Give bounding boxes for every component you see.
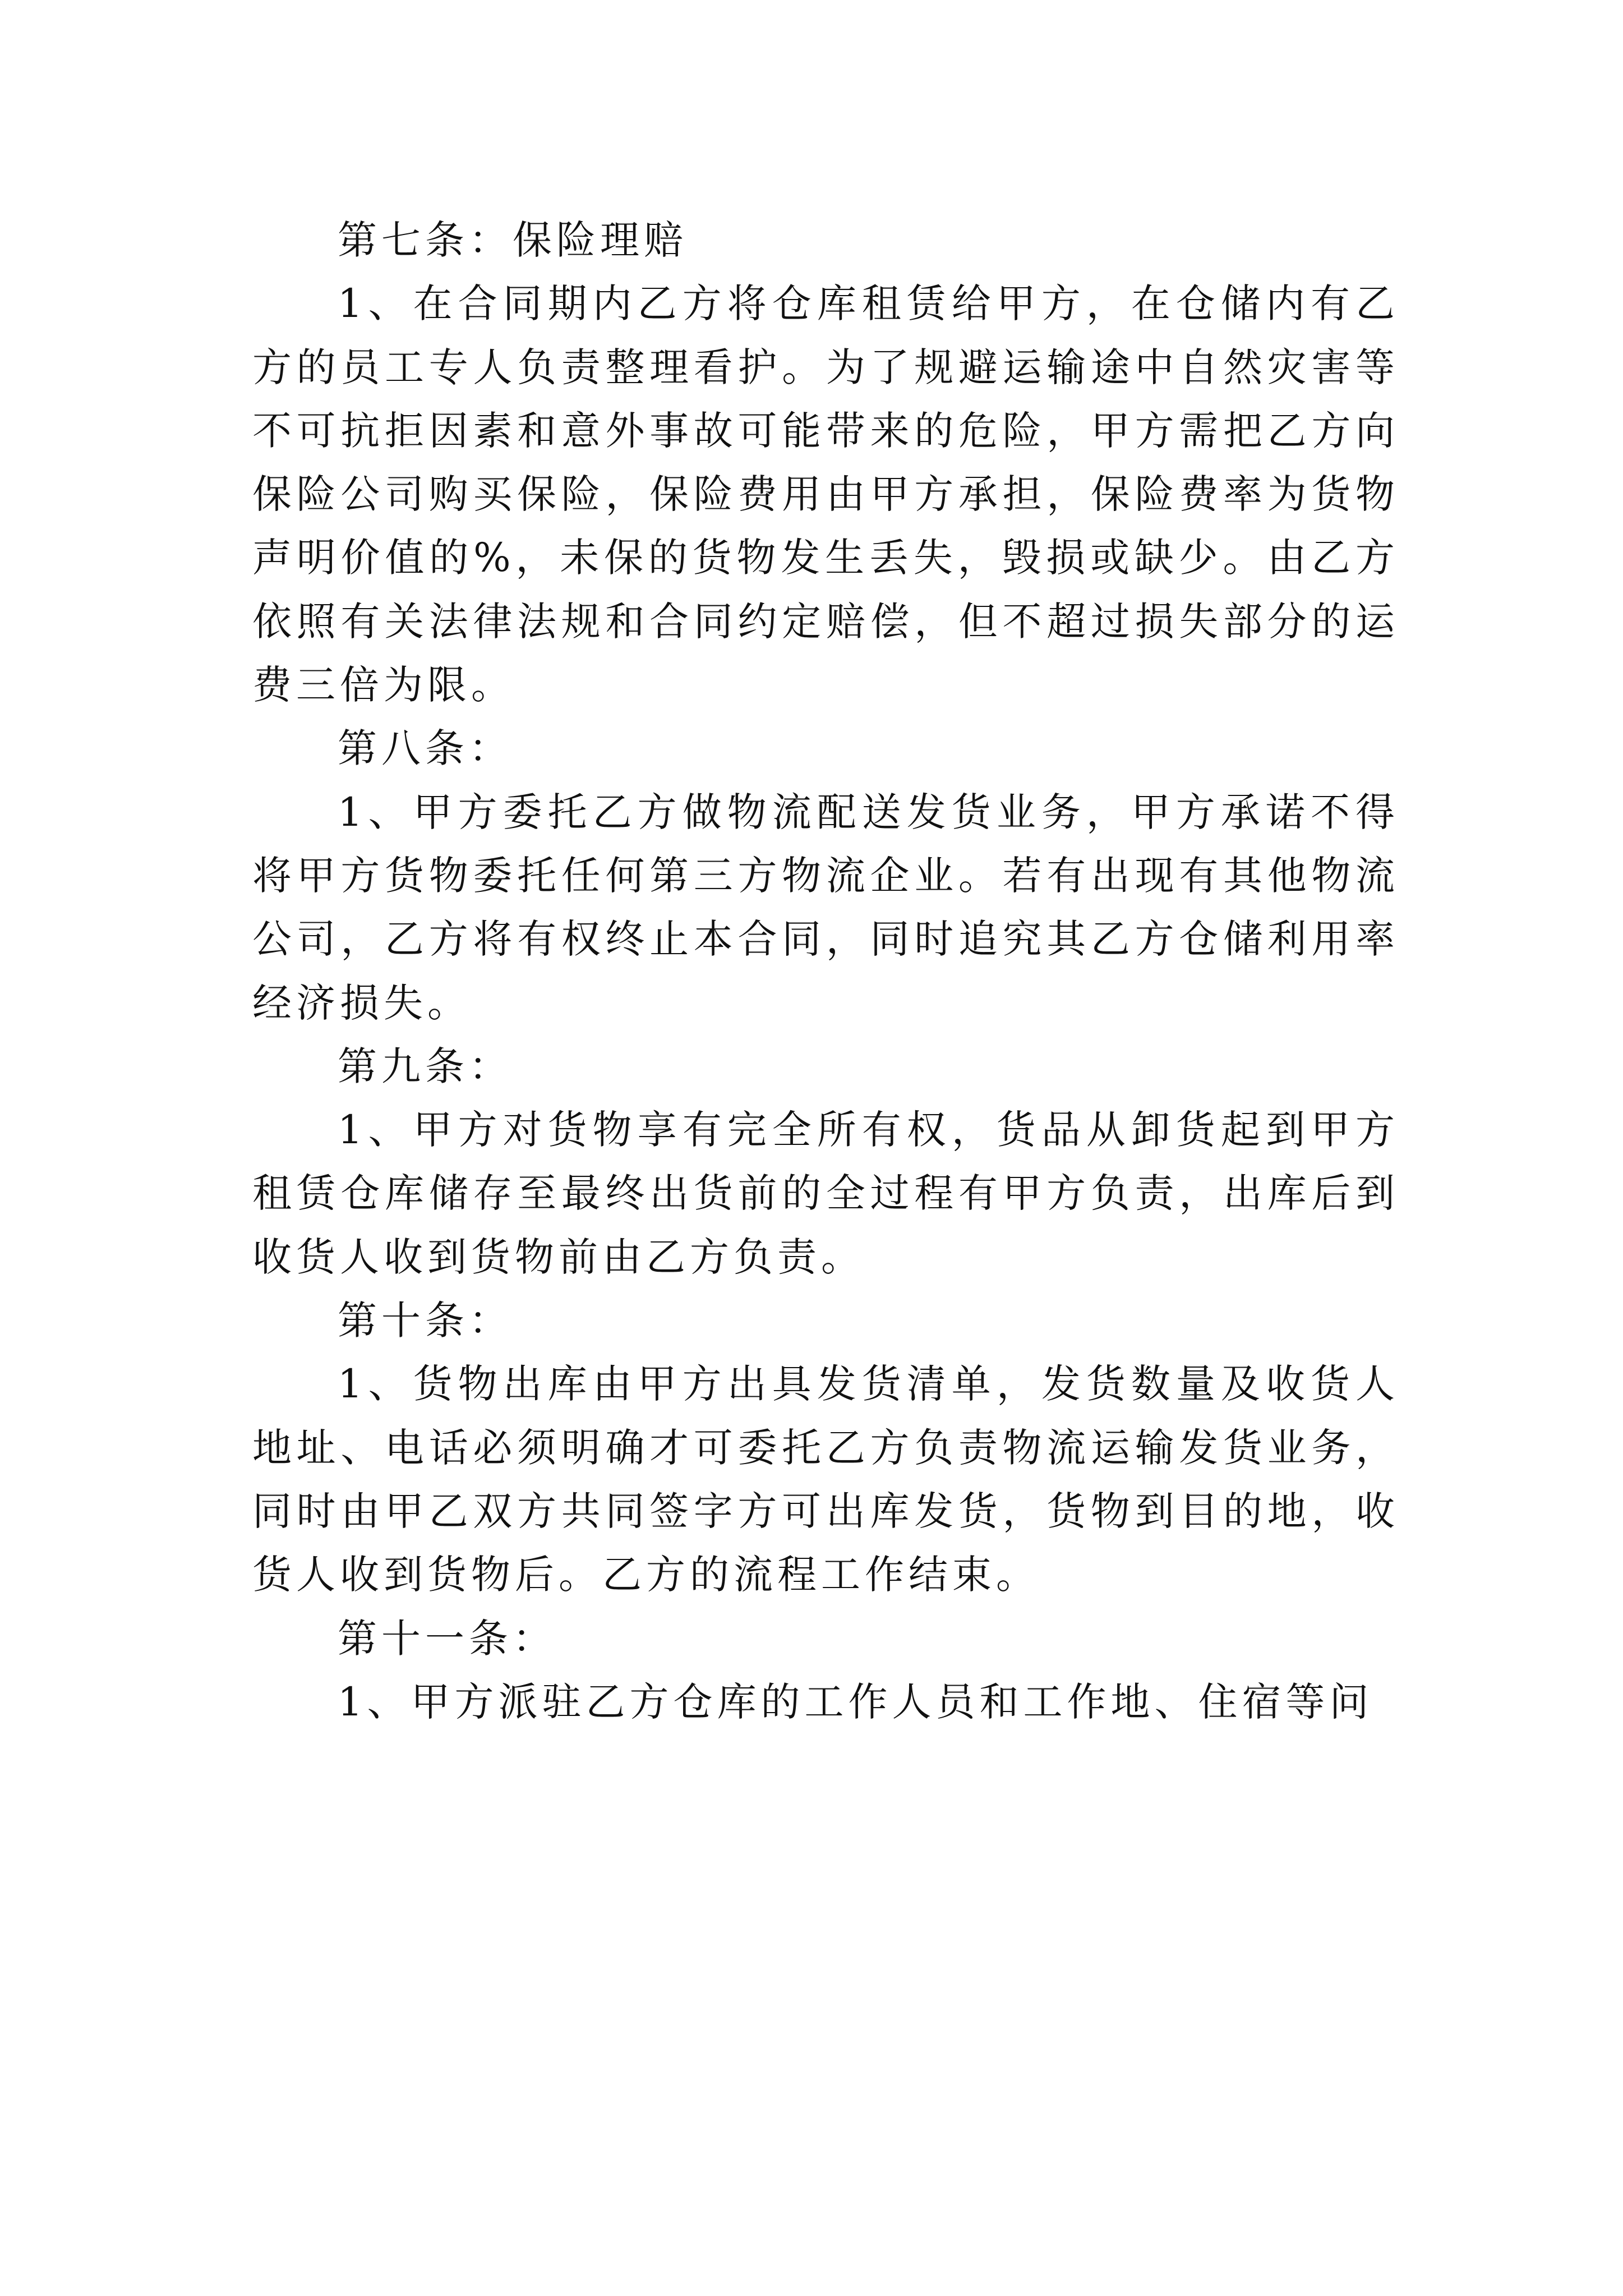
article-10-clause-1: 1、货物出库由甲方出具发货清单，发货数量及收货人地址、电话必须明确才可委托乙方负责物流运输发货业务，同时由甲乙双方共同签字方可出库发货，货物到目的地，收货人收到货物后。乙方的流程工作结束。 (252, 1361, 1399, 1598)
article-8-clause-1: 1、甲方委托乙方做物流配送发货业务，甲方承诺不得将甲方货物委托任何第三方物流企业。若有出现有其他物流公司，乙方将有权终止本合同，同时追究其乙方仓储利用率经济损失。 (252, 789, 1399, 1026)
article-10-heading: 第十条： (338, 1297, 513, 1344)
article-9-clause-1: 1、甲方对货物享有完全所有权，货品从卸货起到甲方租赁仓库储存至最终出货前的全过程有甲方负责，出库后到收货人收到货物前由乙方负责。 (252, 1107, 1399, 1280)
article-11-clause-1: 1、甲方派驻乙方仓库的工作人员和工作地、住宿等问 (338, 1678, 1373, 1725)
article-11-heading: 第十一条： (338, 1615, 556, 1662)
article-8-heading: 第八条： (338, 725, 513, 772)
article-7-clause-1: 1、在合同期内乙方将仓库租赁给甲方，在仓储内有乙方的员工专人负责整理看护。为了规避运输途中自然灾害等不可抗拒因素和意外事故可能带来的危险，甲方需把乙方向保险公司购买保险，保险费用由甲方承担，保险费率为货物声明价值的%，未保的货物发生丢失，毁损或缺少。由乙方依照有关法律法规和合同约定赔偿，但不超过损失部分的运费三倍为限。 (252, 280, 1399, 708)
article-9-heading: 第九条： (338, 1043, 513, 1089)
document-body (252, 209, 1399, 1734)
article-7-heading: 第七条：保险理赔 (338, 217, 688, 263)
